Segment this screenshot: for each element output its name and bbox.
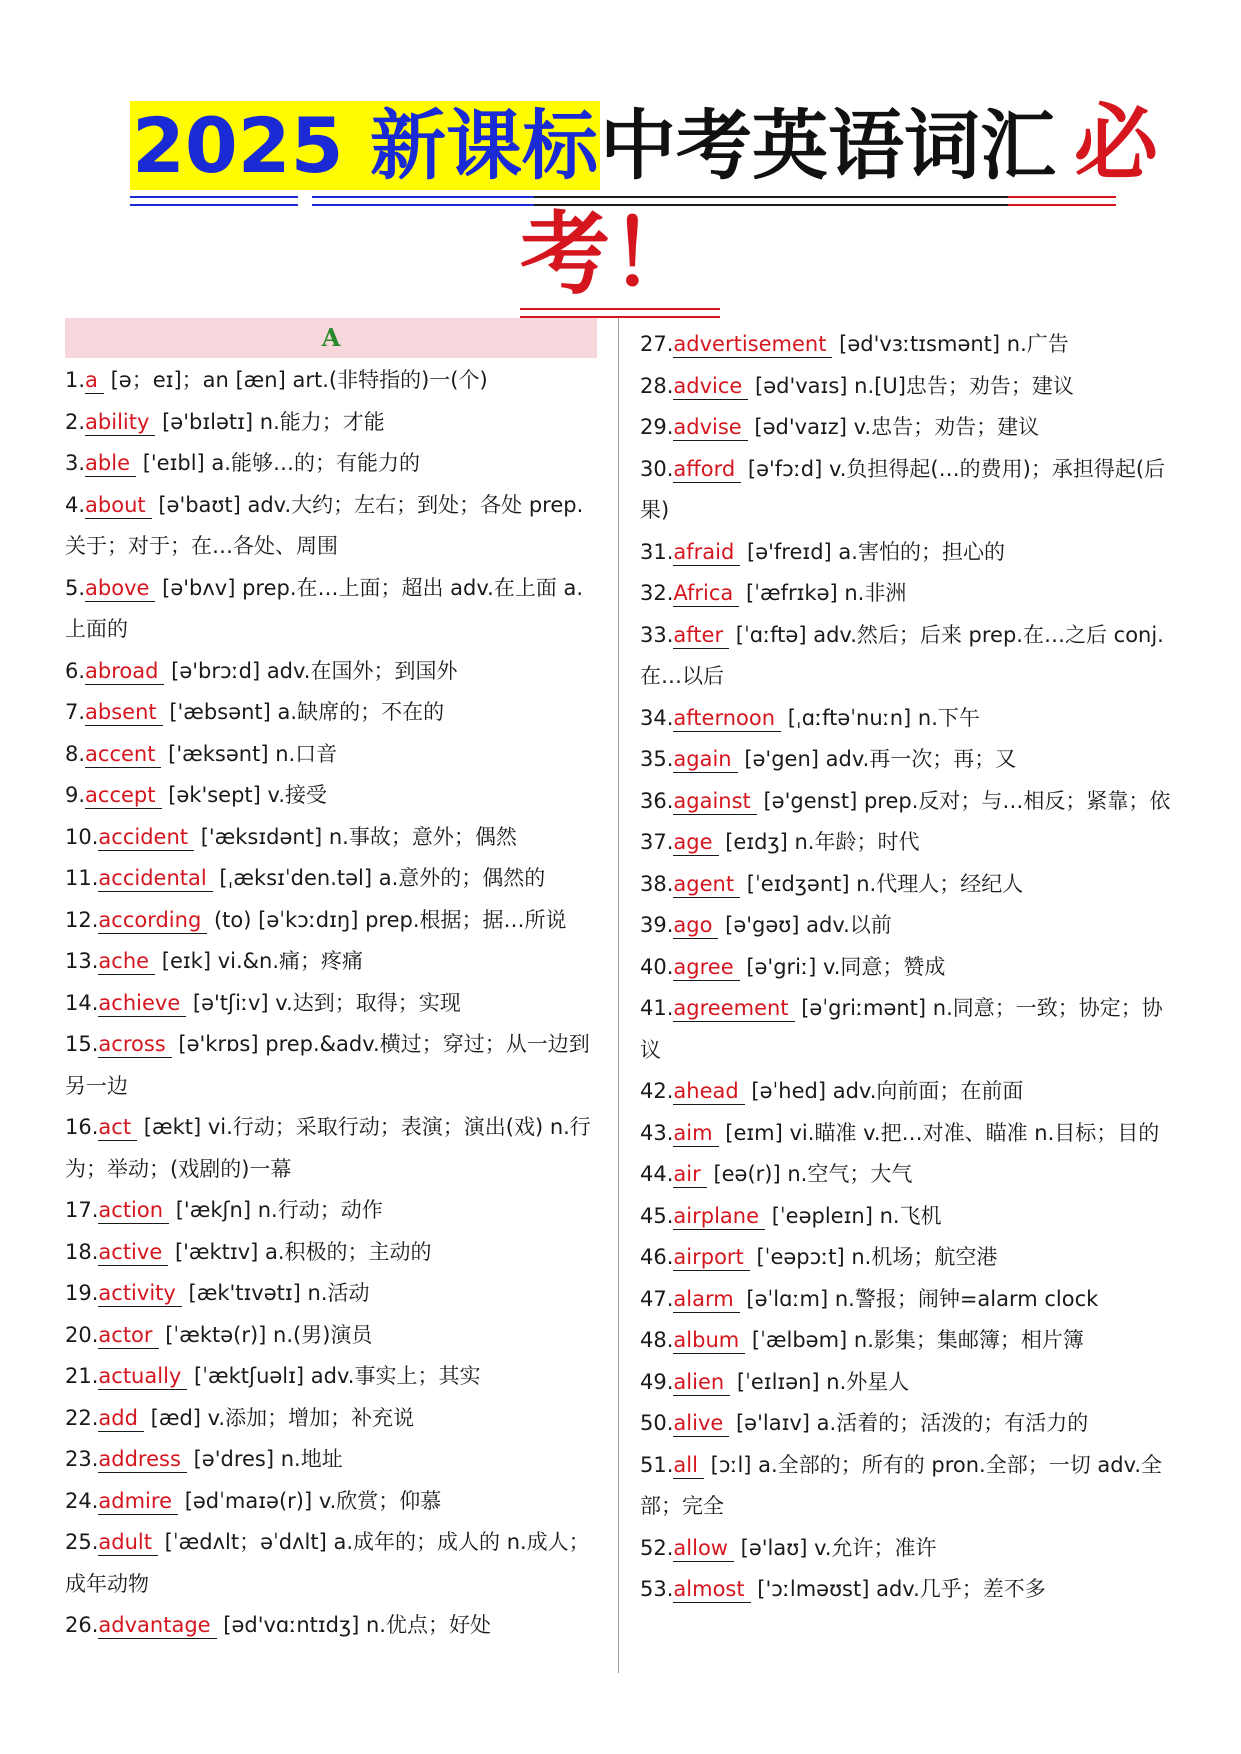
entry-number: 34. (640, 705, 674, 730)
vocab-entry (65, 651, 597, 693)
entry-word: actor (98, 1322, 158, 1349)
vocab-entry (640, 905, 1180, 947)
entry-definition: [ə'fɔːd] v.负担得起(…的费用)；承担得起(后果) (640, 456, 1166, 522)
entry-definition: [əd'vɑːntɪdʒ] n.优点；好处 (223, 1613, 491, 1637)
entry-definition: [ə'gen] adv.再一次；再；又 (744, 747, 1017, 771)
entry-word: airplane (673, 1203, 765, 1230)
entry-word: allow (673, 1535, 734, 1562)
entry-number: 35. (640, 747, 674, 771)
entry-definition: [ə'laʊ] v.允许；准许 (740, 1535, 937, 1560)
entry-definition: (to) [əˈkɔːdɪŋ] prep.根据；据…所说 (213, 907, 567, 932)
vocab-entry (640, 1362, 1180, 1404)
vocab-entry (640, 988, 1180, 1071)
entry-number: 14. (65, 990, 99, 1015)
entry-definition: [ə'gəʊ] adv.以前 (725, 913, 892, 937)
entry-word: able (85, 450, 136, 477)
entry-number: 48. (640, 1328, 674, 1352)
title-underline-blue-1 (130, 196, 298, 206)
vocab-entry (640, 573, 1180, 615)
entry-definition: [ə'tʃiːv] v.达到；取得；实现 (192, 990, 461, 1015)
entry-definition: [ə'brɔːd] adv.在国外；到国外 (171, 658, 458, 683)
entry-definition: [ək'sept] v.接受 (168, 783, 327, 807)
entry-number: 28. (640, 373, 674, 398)
vocab-entry (65, 692, 597, 734)
title-main: 中考英语词汇 (599, 101, 1056, 190)
entry-number: 3. (65, 451, 86, 475)
entry-word: active (98, 1239, 168, 1266)
vocab-entry (65, 360, 597, 402)
entry-number: 20. (65, 1322, 99, 1347)
vocab-entry (65, 1315, 597, 1357)
entry-number: 25. (65, 1530, 99, 1554)
vocab-entry (65, 1439, 597, 1481)
entry-number: 49. (640, 1369, 674, 1394)
vocab-entry (640, 698, 1180, 740)
title-year-highlight: 2025 新课标 (132, 101, 598, 190)
entry-number: 18. (65, 1239, 99, 1264)
entry-definition: [æk'tɪvətɪ] n.活动 (188, 1281, 370, 1305)
entry-word: act (98, 1114, 137, 1141)
title-line2-underline (520, 308, 720, 318)
entry-number: 4. (65, 492, 86, 517)
entry-number: 36. (640, 788, 674, 813)
entry-definition: [əˈhed] adv.向前面；在前面 (751, 1079, 1024, 1103)
vocab-entry (640, 407, 1180, 449)
entry-number: 17. (65, 1198, 99, 1222)
vocab-entry (65, 485, 597, 568)
vocab-entry (65, 1398, 597, 1440)
entry-definition: [əˈgriːmənt] n.同意；一致；协定；协议 (640, 996, 1163, 1062)
vocab-entry (640, 781, 1180, 823)
entry-definition: [ə'freɪd] a.害怕的；担心的 (747, 539, 1005, 564)
entry-number: 9. (65, 783, 86, 807)
section-letter-header: A (65, 318, 597, 358)
entry-definition: ['ɔːlməʊst] adv.几乎；差不多 (757, 1577, 1046, 1601)
entry-word: advice (673, 373, 748, 400)
entry-number: 40. (640, 954, 674, 979)
vocab-entry (640, 449, 1180, 532)
vocab-entry (640, 1071, 1180, 1113)
entry-number: 24. (65, 1488, 99, 1513)
vocab-entry (640, 366, 1180, 408)
entry-word: abroad (85, 658, 164, 685)
entry-word: ago (673, 912, 718, 939)
entry-definition: [ˌæksɪˈden.təl] a.意外的；偶然的 (219, 866, 546, 890)
entry-word: alarm (673, 1286, 739, 1313)
entry-number: 41. (640, 996, 674, 1020)
left-entry-list (65, 360, 597, 1647)
vocab-entry (65, 1232, 597, 1274)
entry-number: 50. (640, 1411, 674, 1435)
vocab-entry (640, 864, 1180, 906)
vocab-entry (65, 1024, 597, 1107)
entry-word: adult (98, 1529, 158, 1556)
entry-definition: [ˈeəpɔːt] n.机场；航空港 (756, 1245, 998, 1269)
entry-number: 51. (640, 1452, 674, 1477)
page-title-line2: 考！ (520, 202, 700, 307)
title-underline-red (1008, 196, 1116, 206)
entry-definition: [ə'griː] v.同意；赞成 (746, 954, 946, 979)
vocab-entry (65, 402, 597, 444)
entry-word: accident (98, 824, 194, 851)
left-column (65, 318, 597, 1647)
entry-number: 8. (65, 741, 86, 766)
vocab-entry (640, 1196, 1180, 1238)
entry-number: 21. (65, 1364, 99, 1388)
vocab-entry (65, 568, 597, 651)
vocab-entry (640, 739, 1180, 781)
title-underline-blue-2 (312, 196, 534, 206)
vocab-entry (65, 900, 597, 942)
entry-definition: [əd'vaɪs] n.[U]忠告；劝告；建议 (755, 373, 1074, 398)
right-entry-list (640, 324, 1180, 1611)
entry-number: 43. (640, 1120, 674, 1145)
vocab-entry (640, 1320, 1180, 1362)
right-column (640, 324, 1180, 1611)
entry-word: advantage (98, 1612, 216, 1639)
entry-number: 29. (640, 415, 674, 439)
entry-word: airport (673, 1244, 749, 1271)
entry-definition: [əd'vɜːtɪsmənt] n.广告 (839, 332, 1069, 356)
entry-word: action (98, 1197, 169, 1224)
entry-definition: [ə'krɒs] prep.&adv.横过；穿过；从一边到另一边 (65, 1032, 590, 1098)
entry-definition: [eɪm] vi.瞄准 v.把…对准、瞄准 n.目标；目的 (725, 1120, 1160, 1145)
vocab-entry (640, 822, 1180, 864)
vocab-entry (640, 615, 1180, 698)
entry-definition: [ˈælbəm] n.影集；集邮簿；相片簿 (751, 1328, 1084, 1352)
entry-definition: [ˌɑːftəˈnuːn] n.下午 (787, 705, 980, 730)
vocab-entry (640, 1279, 1180, 1321)
entry-number: 6. (65, 658, 86, 683)
entry-word: alien (673, 1369, 730, 1396)
entry-number: 53. (640, 1577, 674, 1601)
entry-definition: [ækt] vi.行动；采取行动；表演；演出(戏) n.行为；举动；(戏剧的)一幕 (65, 1115, 591, 1181)
entry-word: about (85, 492, 152, 519)
entry-number: 11. (65, 866, 99, 890)
entry-number: 16. (65, 1115, 99, 1139)
entry-number: 15. (65, 1032, 99, 1056)
entry-word: against (673, 788, 756, 815)
entry-definition: ['æksɪdənt] n.事故；意外；偶然 (200, 824, 517, 849)
entry-word: afford (673, 456, 741, 483)
vocab-entry (640, 1569, 1180, 1611)
entry-number: 45. (640, 1203, 674, 1228)
entry-definition: [ˈæfrɪkə] n.非洲 (746, 581, 907, 605)
entry-definition: [ˈædʌlt；əˈdʌlt] a.成年的；成人的 n.成人；成年动物 (65, 1530, 590, 1596)
entry-number: 10. (65, 824, 99, 849)
vocab-entry (640, 1528, 1180, 1570)
entry-definition: [ˈeɪdʒənt] n.代理人；经纪人 (746, 871, 1024, 896)
entry-word: address (98, 1446, 187, 1473)
column-divider (618, 318, 619, 1673)
entry-definition: [ə'dres] n.地址 (193, 1447, 343, 1471)
vocab-entry (65, 1356, 597, 1398)
entry-number: 1. (65, 368, 86, 392)
vocab-entry (640, 1445, 1180, 1528)
entry-word: album (673, 1327, 745, 1354)
entry-word: aim (673, 1120, 718, 1147)
entry-definition: [ədˈmaɪə(r)] v.欣赏；仰慕 (184, 1488, 442, 1513)
entry-word: accept (85, 782, 161, 809)
entry-word: agent (673, 871, 740, 898)
entry-number: 13. (65, 949, 99, 973)
entry-number: 46. (640, 1245, 674, 1269)
entry-definition: ['æbsənt] a.缺席的；不在的 (169, 700, 445, 724)
entry-word: agreement (673, 995, 794, 1022)
entry-word: almost (673, 1576, 750, 1603)
entry-definition: ['æksənt] n.口音 (168, 741, 338, 766)
entry-word: again (673, 746, 737, 773)
entry-word: all (673, 1452, 704, 1479)
entry-number: 39. (640, 913, 674, 937)
entry-definition: [ˈɑːftə] adv.然后；后来 prep.在…之后 conj.在…以后 (640, 622, 1164, 688)
vocab-entry (65, 983, 597, 1025)
entry-number: 37. (640, 830, 674, 854)
entry-definition: [əd'vaɪz] v.忠告；劝告；建议 (754, 415, 1040, 439)
vocab-entry (65, 734, 597, 776)
entry-definition: ['ækʃn] n.行动；动作 (175, 1198, 383, 1222)
entry-number: 32. (640, 581, 674, 605)
vocab-entry (65, 1481, 597, 1523)
entry-word: accidental (98, 865, 212, 892)
entry-word: afternoon (673, 705, 781, 732)
entry-number: 19. (65, 1281, 99, 1305)
entry-number: 7. (65, 700, 86, 724)
entry-number: 12. (65, 907, 99, 932)
entry-number: 31. (640, 539, 674, 564)
entry-word: above (85, 575, 155, 602)
entry-definition: [ˈæktə(r)] n.(男)演员 (165, 1322, 373, 1347)
vocab-entry (65, 817, 597, 859)
entry-word: accent (85, 741, 161, 768)
entry-word: add (98, 1405, 144, 1432)
entry-word: admire (98, 1488, 178, 1515)
vocab-entry (640, 1237, 1180, 1279)
entry-definition: [ə'bʌv] prep.在…上面；超出 adv.在上面 a.上面的 (65, 575, 584, 641)
entry-number: 2. (65, 409, 86, 434)
vocab-entry (65, 1605, 597, 1647)
entry-word: absent (85, 699, 163, 726)
vocab-entry (65, 1107, 597, 1190)
entry-word: actually (98, 1363, 187, 1390)
entry-word: across (98, 1031, 171, 1058)
entry-number: 44. (640, 1162, 674, 1186)
entry-number: 26. (65, 1613, 99, 1637)
entry-word: ahead (673, 1078, 744, 1105)
entry-definition: [eɪdʒ] n.年龄；时代 (725, 830, 920, 854)
entry-number: 47. (640, 1286, 674, 1311)
entry-number: 52. (640, 1535, 674, 1560)
entry-number: 30. (640, 456, 674, 481)
entry-word: afraid (673, 539, 740, 566)
entry-definition: [ə；eɪ]；an [æn] art.(非特指的)一(个) (110, 368, 488, 392)
vocab-entry (640, 1113, 1180, 1155)
entry-word: air (673, 1161, 706, 1188)
title-must: 必 (1073, 94, 1158, 192)
vocab-entry (640, 324, 1180, 366)
entry-word: a (85, 367, 104, 394)
entry-word: alive (673, 1410, 729, 1437)
vocab-entry (65, 858, 597, 900)
entry-number: 23. (65, 1447, 99, 1471)
vocab-entry (640, 1154, 1180, 1196)
vocab-entry (640, 1403, 1180, 1445)
entry-definition: [æd] v.添加；增加；补充说 (150, 1405, 415, 1430)
entry-definition: [ə'genst] prep.反对；与…相反；紧靠；依 (763, 788, 1171, 813)
entry-word: Africa (673, 580, 739, 607)
entry-definition: [ˈæktʃuəlɪ] adv.事实上；其实 (194, 1364, 481, 1388)
entry-definition: [eɪk] vi.&n.痛；疼痛 (161, 949, 363, 973)
entry-word: age (673, 829, 718, 856)
entry-word: ache (98, 948, 155, 975)
entry-number: 42. (640, 1079, 674, 1103)
vocab-entry (65, 1190, 597, 1232)
entry-definition: [ə'bɪlətɪ] n.能力；才能 (162, 409, 385, 434)
entry-definition: ['eɪbl] a.能够…的；有能力的 (142, 451, 420, 475)
entry-number: 5. (65, 575, 86, 600)
entry-word: activity (98, 1280, 181, 1307)
entry-word: advise (673, 414, 747, 441)
entry-definition: [əˈlɑːm] n.警报；闹钟=alarm clock (746, 1286, 1099, 1311)
vocab-entry (640, 947, 1180, 989)
entry-definition: [ˈeəpleɪn] n.飞机 (771, 1203, 942, 1228)
entry-number: 22. (65, 1405, 99, 1430)
entry-definition: [ˈeɪlɪən] n.外星人 (736, 1369, 910, 1394)
entry-definition: [ə'baʊt] adv.大约；左右；到处；各处 prep.关于；对于；在…各处、周围 (65, 492, 584, 558)
entry-word: ability (85, 409, 155, 436)
entry-number: 38. (640, 871, 674, 896)
entry-number: 27. (640, 332, 674, 356)
vocab-entry (640, 532, 1180, 574)
entry-word: according (98, 907, 207, 934)
vocab-entry (65, 1522, 597, 1605)
entry-word: advertisement (673, 331, 832, 358)
entry-word: achieve (98, 990, 186, 1017)
page-title (130, 94, 1158, 205)
entry-word: after (673, 622, 729, 649)
entry-definition: [eə(r)] n.空气；大气 (713, 1162, 913, 1186)
entry-number: 33. (640, 622, 674, 647)
entry-word: agree (673, 954, 739, 981)
vocab-entry (65, 941, 597, 983)
entry-definition: ['æktɪv] a.积极的；主动的 (174, 1239, 432, 1264)
vocab-entry (65, 775, 597, 817)
entry-definition: [ɔːl] a.全部的；所有的 pron.全部；一切 adv.全部；完全 (640, 1452, 1163, 1518)
entry-definition: [ə'laɪv] a.活着的；活泼的；有活力的 (735, 1411, 1089, 1435)
vocab-entry (65, 443, 597, 485)
vocab-entry (65, 1273, 597, 1315)
